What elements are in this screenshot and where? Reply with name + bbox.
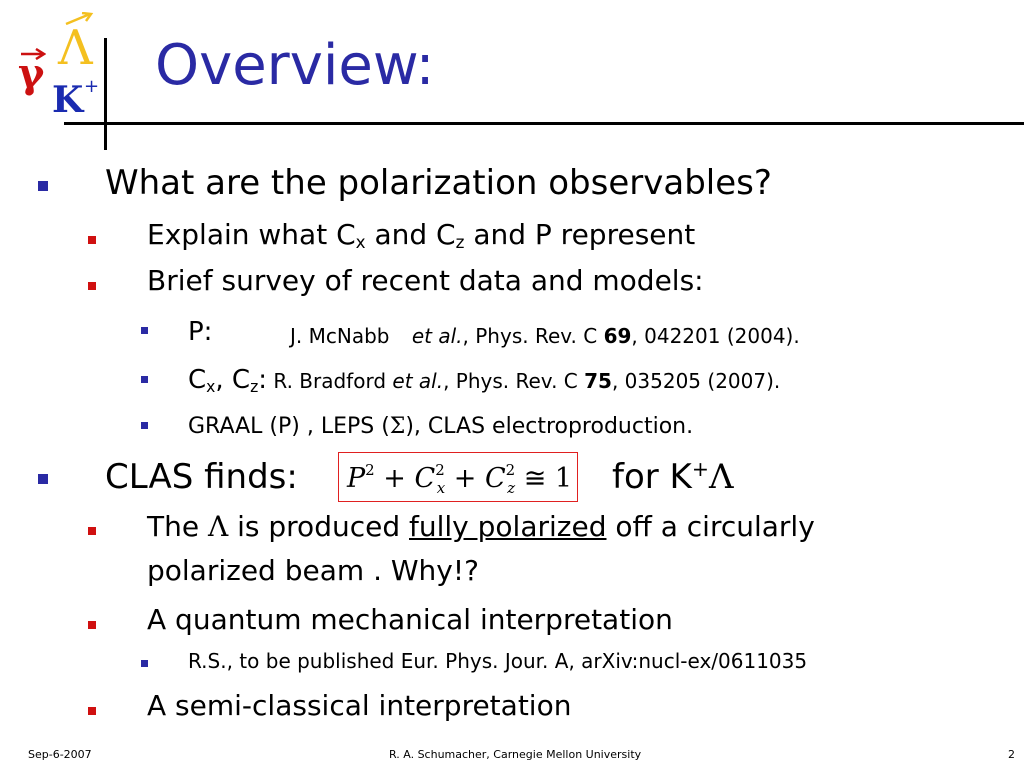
footer-page-number: 2 — [1008, 748, 1015, 761]
bullet-square — [141, 327, 148, 334]
formula-operator: + — [445, 463, 485, 494]
text: and C — [365, 218, 456, 251]
bullet-lambda-fully-polarized-line2: polarized beam . Why!? — [147, 554, 479, 587]
footer-date: Sep-6-2007 — [28, 748, 92, 761]
label: , C — [215, 365, 251, 395]
bullet-square — [88, 621, 96, 629]
ref-volume: 75 — [584, 369, 612, 393]
subscript: x — [355, 232, 366, 253]
subscript: x — [206, 377, 216, 396]
ref-journal: , Phys. Rev. C — [443, 369, 585, 393]
text: is produced — [228, 510, 410, 543]
formula-c: C — [485, 463, 506, 494]
formula-rhs: 1 — [554, 463, 573, 494]
ref-rest: , 035205 (2007). — [611, 369, 781, 393]
slide-title: Overview: — [155, 33, 435, 98]
ref-author: R. Bradford — [267, 369, 393, 393]
bullet-graal-leps-clas — [188, 414, 693, 439]
text: for K — [612, 457, 692, 498]
text: GRAAL (P) , LEPS ( — [188, 414, 390, 439]
bullet-square — [38, 181, 48, 191]
lambda-symbol: Λ — [58, 20, 93, 76]
bullet-semi-classical-interpretation: A semi-classical interpretation — [147, 689, 572, 722]
subscript: z — [455, 232, 465, 253]
text: off a circularly — [606, 510, 815, 543]
bullet-p-reference — [188, 318, 212, 348]
physics-logo — [14, 10, 104, 125]
lambda-symbol: Λ — [207, 510, 229, 543]
text: Explain what C — [147, 218, 356, 251]
p-reference-citation — [290, 325, 800, 348]
ref-etal: et al. — [411, 324, 463, 348]
bullet-explain-cx-cz — [147, 219, 695, 253]
formula-p: P — [347, 463, 366, 494]
formula-exponent: 2 — [365, 461, 375, 479]
subscript: z — [250, 377, 259, 396]
kaon-charge: + — [84, 76, 100, 97]
bullet-square — [88, 707, 96, 715]
title-vertical-rule — [104, 38, 107, 150]
ref-author: J. McNabb — [290, 324, 390, 348]
label: P: — [188, 317, 213, 347]
footer-author: R. A. Schumacher, Carnegie Mellon University — [389, 748, 642, 761]
superscript-charge: + — [691, 457, 709, 481]
bullet-square — [88, 236, 96, 244]
lambda-symbol: Λ — [708, 457, 734, 498]
ref-etal: et al. — [392, 369, 444, 393]
bullet-square — [141, 376, 148, 383]
formula-exponent: 2 — [435, 461, 445, 479]
ref-rest: , 042201 (2004). — [631, 324, 800, 348]
formula-exponent: 2 — [505, 461, 516, 479]
formula-operator: + — [374, 463, 415, 494]
kaon-symbol: K — [52, 79, 84, 121]
bullet-polarization-observables: What are the polarization observables? — [105, 163, 772, 203]
ref-volume: 69 — [603, 324, 632, 348]
label: C — [188, 365, 207, 395]
label: : — [258, 365, 268, 395]
underlined-text: fully polarized — [409, 510, 607, 543]
title-horizontal-rule — [64, 122, 1024, 125]
bullet-quantum-interpretation: A quantum mechanical interpretation — [147, 603, 673, 636]
bullet-square — [141, 422, 148, 429]
for-k-lambda — [612, 458, 734, 497]
bullet-lambda-fully-polarized — [147, 511, 815, 543]
text: The — [147, 510, 208, 543]
gamma-symbol: γ — [18, 50, 45, 97]
bullet-square — [38, 474, 48, 484]
formula-subscript: z — [507, 479, 516, 497]
bullet-brief-survey: Brief survey of recent data and models: — [147, 264, 704, 297]
bullet-rs-reference: R.S., to be published Eur. Phys. Jour. A, arXiv:nucl-ex/0611035 — [188, 649, 808, 673]
formula-subscript: x — [436, 479, 446, 497]
bullet-clas-finds — [105, 458, 298, 497]
text: and P represent — [464, 218, 696, 251]
polarization-sum-formula — [338, 452, 578, 502]
formula-relation: ≅ — [515, 463, 555, 494]
bullet-cx-cz-reference — [188, 366, 780, 397]
bullet-square — [88, 282, 96, 290]
sigma-symbol: Σ — [389, 414, 406, 439]
text: CLAS finds: — [105, 457, 298, 497]
text: ), CLAS electroproduction. — [405, 414, 694, 439]
formula-c: C — [414, 463, 436, 494]
bullet-square — [141, 660, 148, 667]
bullet-square — [88, 527, 96, 535]
ref-journal: , Phys. Rev. C — [462, 324, 604, 348]
